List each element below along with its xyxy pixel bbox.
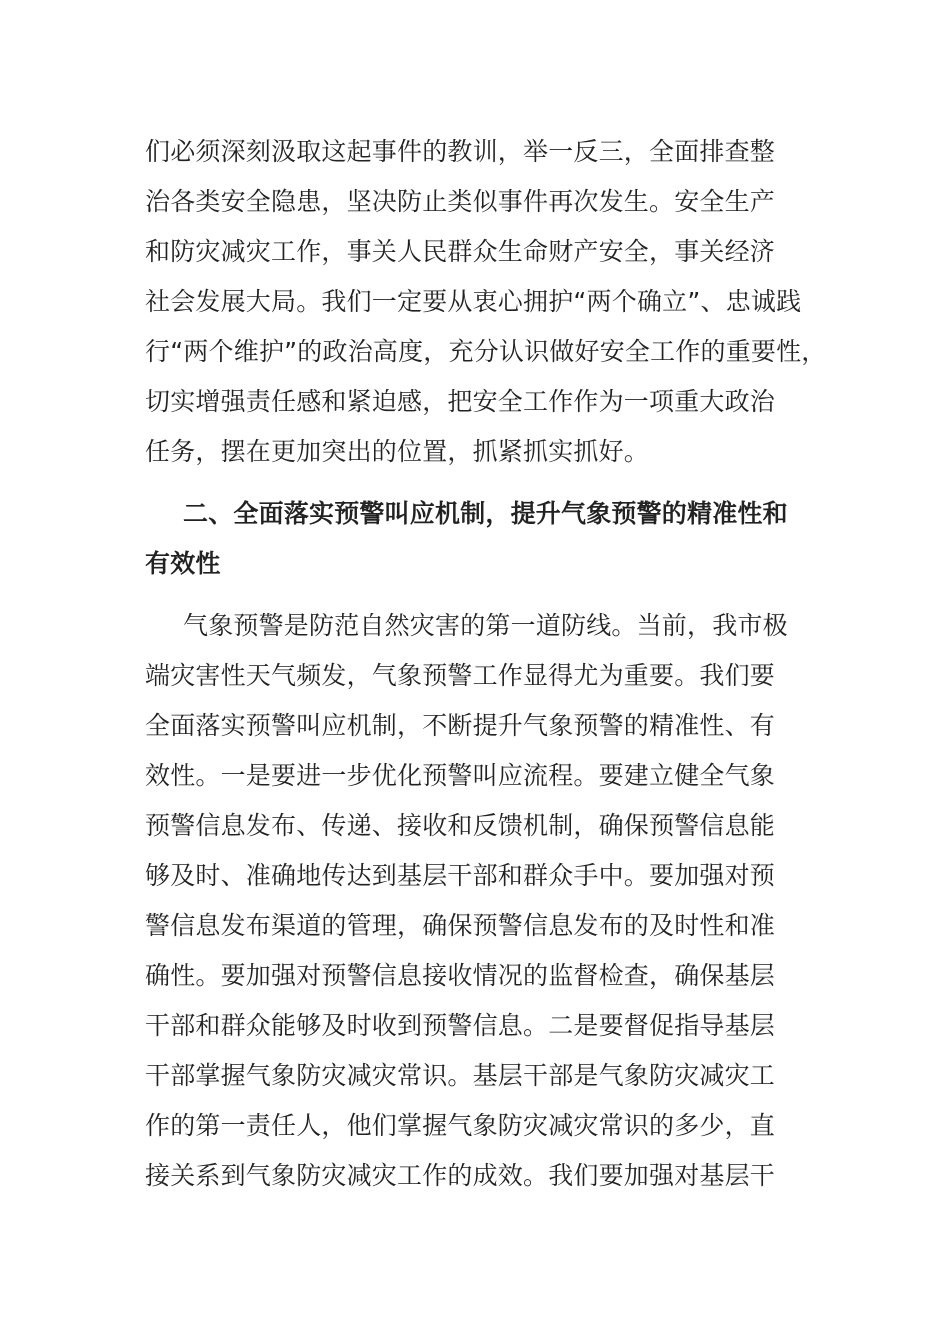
text-line: 治各类安全隐患，坚决防止类似事件再次发生。安全生产 — [145, 187, 776, 216]
text-line: 干部掌握气象防灾减灾常识。基层干部是气象防灾减灾工 — [145, 1061, 776, 1090]
paragraph-safety-work — [145, 127, 827, 477]
paragraph-weather-warning — [145, 601, 810, 1201]
text-line: 切实增强责任感和紧迫感，把安全工作作为一项重大政治 — [145, 387, 776, 416]
document-body — [145, 127, 827, 1201]
text-line: 接关系到气象防灾减灾工作的成效。我们要加强对基层干 — [145, 1161, 776, 1190]
text-line: 气象预警是防范自然灾害的第一道防线。当前，我市极 — [183, 611, 788, 640]
text-line: 预警信息发布、传递、接收和反馈机制，确保预警信息能 — [145, 811, 776, 840]
text-line: 任务，摆在更加突出的位置，抓紧抓实抓好。 — [145, 437, 650, 466]
text-line: 和防灾减灾工作，事关人民群众生命财产安全，事关经济 — [145, 237, 776, 266]
text-line: 警信息发布渠道的管理，确保预警信息发布的及时性和准 — [145, 911, 776, 940]
text-line: 全面落实预警叫应机制，不断提升气象预警的精准性、有 — [145, 711, 776, 740]
text-line: 社会发展大局。我们一定要从衷心拥护“两个确立”、忠诚践 — [145, 287, 802, 316]
text-line: 效性。一是要进一步优化预警叫应流程。要建立健全气象 — [145, 761, 776, 790]
paragraph-spacer — [145, 589, 810, 601]
text-line: 作的第一责任人，他们掌握气象防灾减灾常识的多少，直 — [145, 1111, 776, 1140]
text-line: 行“两个维护”的政治高度，充分认识做好安全工作的重要性， — [145, 337, 827, 366]
section-heading — [145, 489, 810, 589]
text-line: 端灾害性天气频发，气象预警工作显得尤为重要。我们要 — [145, 661, 776, 690]
text-line: 够及时、准确地传达到基层干部和群众手中。要加强对预 — [145, 861, 776, 890]
text-line: 干部和群众能够及时收到预警信息。二是要督促指导基层 — [145, 1011, 776, 1040]
text-line: 们必须深刻汲取这起事件的教训，举一反三，全面排查整 — [145, 137, 776, 166]
text-line: 确性。要加强对预警信息接收情况的监督检查，确保基层 — [145, 961, 776, 990]
paragraph-spacer — [145, 477, 810, 489]
heading-line: 二、全面落实预警叫应机制，提升气象预警的精准性和 — [183, 499, 788, 528]
heading-line: 有效性 — [145, 549, 221, 578]
